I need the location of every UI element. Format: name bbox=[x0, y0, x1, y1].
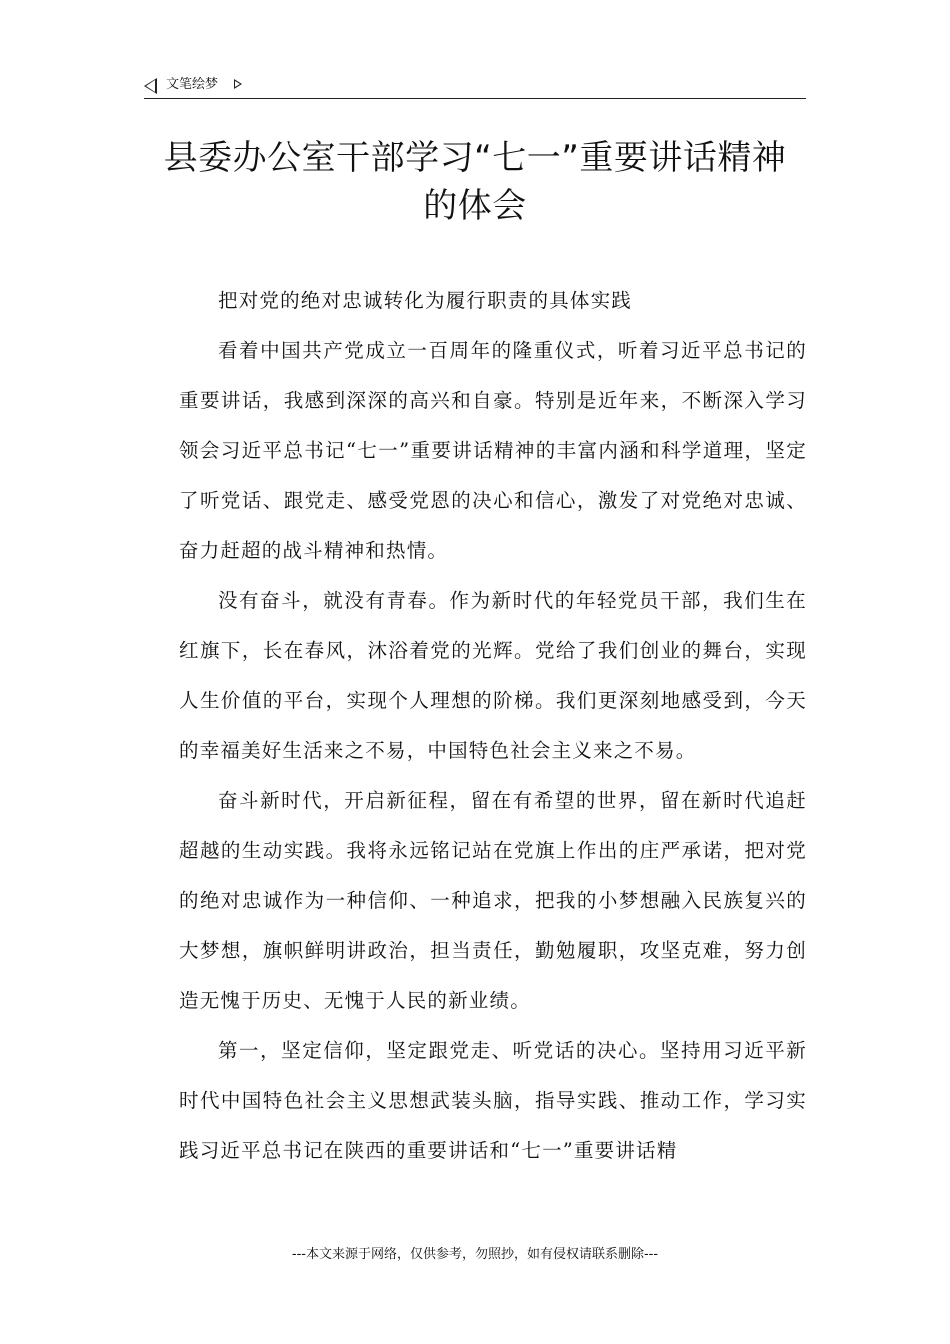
page-header bbox=[144, 74, 806, 99]
header-brand: 文笔绘梦 bbox=[166, 77, 219, 92]
left-triangle-icon bbox=[144, 78, 157, 94]
paragraph: 没有奋斗，就没有青春。作为新时代的年轻党员干部，我们生在红旗下，长在春风，沐浴着党的光辉。党给了我们创业的舞台，实现人生价值的平台，实现个人理想的阶梯。我们更深刻地感受到，今天的幸福美好生活来之不易，中国特色社会主义来之不易。 bbox=[179, 589, 807, 762]
paragraph: 奋斗新时代，开启新征程，留在有希望的世界，留在新时代追赶超越的生动实践。我将永远铭记站在党旗上作出的庄严承诺，把对党的绝对忠诚作为一种信仰、一种追求，把我的小梦想融入民族复兴的大梦想，旗帜鲜明讲政治，担当责任，勤勉履职，攻坚克难，努力创造无愧于历史、无愧于人民的新业绩。 bbox=[179, 789, 807, 1012]
page-footer: ---本文来源于网络，仅供参考，勿照抄，如有侵权请联系删除--- bbox=[291, 1247, 659, 1262]
right-triangle-icon bbox=[234, 79, 242, 89]
document-body bbox=[179, 276, 807, 1176]
paragraph-subtitle: 把对党的绝对忠诚转化为履行职责的具体实践 bbox=[218, 289, 633, 312]
paragraph: 第一，坚定信仰，坚定跟党走、听党话的决心。坚持用习近平新时代中国特色社会主义思想武装头脑，指导实践、推动工作，学习实践习近平总书记在陕西的重要讲话和“七一”重要讲话精 bbox=[179, 1039, 807, 1162]
document-title: 县委办公室干部学习“七一”重要讲话精神的体会 bbox=[163, 138, 787, 226]
paragraph: 看着中国共产党成立一百周年的隆重仪式，听着习近平总书记的重要讲话，我感到深深的高兴和自豪。特别是近年来，不断深入学习领会习近平总书记“七一”重要讲话精神的丰富内涵和科学道理，坚定了听党话、跟党走、感受党恩的决心和信心，激发了对党绝对忠诚、奋力赶超的战斗精神和热情。 bbox=[179, 339, 807, 562]
